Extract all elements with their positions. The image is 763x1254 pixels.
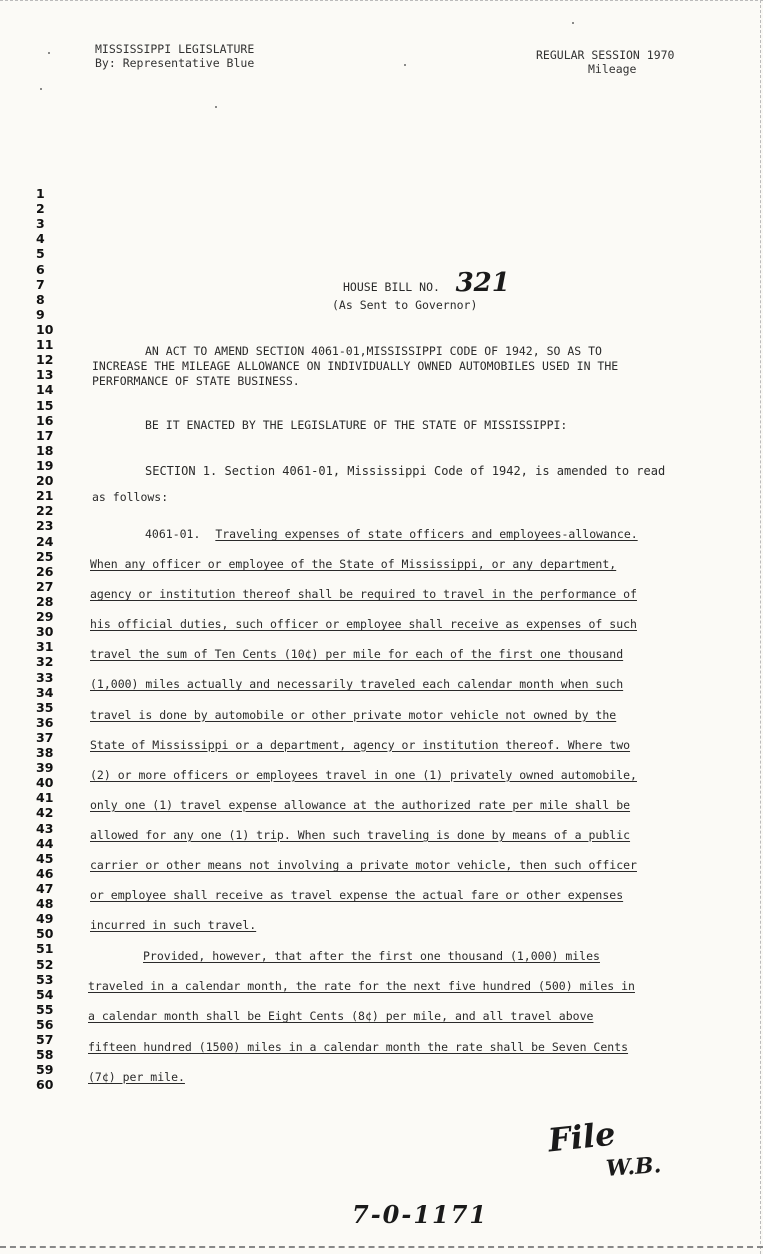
bill-status: (As Sent to Governor) (332, 298, 478, 312)
line-number: 20 (36, 473, 54, 489)
proviso-line: a calendar month shall be Eight Cents (8¢) per mile, and all travel above (88, 1009, 594, 1024)
line-number: 11 (36, 337, 54, 353)
header-left (95, 42, 254, 70)
line-number: 8 (36, 291, 45, 307)
line-number: 45 (36, 850, 54, 866)
bill-label: HOUSE BILL NO. (343, 280, 440, 294)
line-number: 47 (36, 881, 54, 897)
line-number: 22 (36, 503, 54, 519)
line-number: 33 (36, 669, 54, 685)
line-number: 7 (36, 276, 45, 292)
line-number: 44 (36, 835, 54, 851)
line-number: 19 (36, 457, 54, 473)
line-number: 53 (36, 971, 54, 987)
line-number: 4 (36, 231, 45, 247)
code-line: State of Mississippi or a department, agency or institution thereof. Where two (90, 737, 631, 752)
line-number: 27 (36, 578, 54, 594)
line-number: 46 (36, 865, 54, 881)
code-line: travel the sum of Ten Cents (10¢) per mile for each of the first one thousand (90, 647, 624, 662)
line-number: 42 (36, 805, 54, 821)
line-number: 52 (36, 956, 54, 972)
line-number: 60 (36, 1077, 54, 1093)
session-label: REGULAR SESSION 1970 (536, 48, 675, 62)
code-line: carrier or other means not involving a private motor vehicle, then such officer (90, 858, 637, 872)
line-number: 21 (36, 488, 54, 504)
line-number: 34 (36, 684, 54, 700)
line-number: 58 (36, 1047, 54, 1063)
speck (40, 88, 42, 90)
line-number: 18 (36, 442, 54, 458)
line-numbers (36, 186, 58, 1093)
line-number: 51 (36, 941, 54, 957)
speck (572, 22, 574, 24)
line-number: 30 (36, 624, 54, 640)
initials: W.B. (605, 1152, 663, 1182)
line-number: 37 (36, 729, 54, 745)
line-number: 3 (36, 216, 45, 232)
line-number: 1 (36, 186, 45, 201)
line-number: 25 (36, 548, 54, 564)
line-number: 29 (36, 609, 54, 625)
line-number: 17 (36, 427, 54, 443)
speck (48, 52, 50, 54)
act-line-3: PERFORMANCE OF STATE BUSINESS. (92, 374, 300, 388)
line-number: 39 (36, 760, 54, 776)
line-number: 15 (36, 397, 54, 413)
line-number: 10 (36, 321, 54, 337)
line-number: 26 (36, 563, 54, 579)
proviso-line: (7¢) per mile. (88, 1069, 185, 1084)
bill-number: 321 (455, 268, 510, 298)
code-line: travel is done by automobile or other private motor vehicle not owned by the (90, 707, 617, 722)
code-line: or employee shall receive as travel expense the actual fare or other expenses (90, 888, 624, 903)
code-line: his official duties, such officer or employee shall receive as expenses of such (90, 617, 637, 632)
line-number: 40 (36, 775, 54, 791)
line-number: 6 (36, 261, 45, 277)
code-number: 4061-01. (145, 527, 201, 541)
enacting-clause: BE IT ENACTED BY THE LEGISLATURE OF THE STATE OF MISSISSIPPI: (145, 418, 568, 432)
line-number: 12 (36, 352, 54, 368)
file-stamp-number: 7-0-1171 (352, 1200, 489, 1229)
line-number: 41 (36, 790, 54, 806)
speck (404, 64, 406, 66)
code-line: agency or institution thereof shall be required to travel in the performance of (90, 587, 637, 602)
line-number: 43 (36, 820, 54, 836)
speck (215, 106, 217, 108)
line-number: 5 (36, 246, 45, 262)
line-number: 36 (36, 714, 54, 730)
line-number: 50 (36, 926, 54, 942)
line-number: 48 (36, 896, 54, 912)
proviso-line: traveled in a calendar month, the rate for the next five hundred (500) miles in (88, 979, 635, 994)
code-line: (1,000) miles actually and necessarily traveled each calendar month when such (90, 677, 624, 692)
section1-line-1: SECTION 1. Section 4061-01, Mississippi Code of 1942, is amended to read (145, 464, 666, 478)
code-line: only one (1) travel expense allowance at the authorized rate per mile shall be (90, 797, 631, 812)
act-line-1: AN ACT TO AMEND SECTION 4061-01,MISSISSIPPI CODE OF 1942, SO AS TO (145, 344, 602, 358)
line-number: 9 (36, 306, 45, 322)
line-number: 35 (36, 699, 54, 715)
proviso-line: fifteen hundred (1500) miles in a calendar month the rate shall be Seven Cents (88, 1039, 629, 1054)
line-number: 55 (36, 1001, 54, 1017)
bill-title (343, 268, 510, 298)
line-number: 56 (36, 1017, 54, 1033)
proviso-line: Provided, however, that after the first one thousand (1,000) miles (143, 949, 600, 963)
sponsor-label: By: Representative Blue (95, 56, 255, 70)
line-number: 16 (36, 412, 54, 428)
section1-line-2: as follows: (92, 490, 169, 504)
line-number: 32 (36, 654, 54, 670)
header-right (536, 48, 674, 76)
line-number: 59 (36, 1062, 54, 1078)
file-note: File (546, 1114, 618, 1160)
page-top-edge (0, 0, 763, 1)
line-number: 13 (36, 367, 54, 383)
code-line: (2) or more officers or employees travel in one (1) privately owned automobile, (90, 767, 637, 782)
line-number: 24 (36, 533, 54, 549)
code-section-line-1 (145, 527, 638, 541)
line-number: 31 (36, 639, 54, 655)
code-line: allowed for any one (1) trip. When such traveling is done by means of a public (90, 827, 631, 842)
code-heading: Traveling expenses of state officers and employees-allowance. (215, 527, 638, 541)
page-right-edge (760, 0, 761, 1254)
line-number: 49 (36, 911, 54, 927)
line-number: 28 (36, 593, 54, 609)
line-number: 2 (36, 201, 45, 217)
page-bottom-edge (0, 1246, 763, 1248)
code-line: When any officer or employee of the State of Mississippi, or any department, (90, 557, 617, 571)
legislature-label: MISSISSIPPI LEGISLATURE (95, 42, 255, 56)
line-number: 57 (36, 1032, 54, 1048)
act-line-2: INCREASE THE MILEAGE ALLOWANCE ON INDIVIDUALLY OWNED AUTOMOBILES USED IN THE (92, 359, 619, 373)
line-number: 14 (36, 382, 54, 398)
code-line: incurred in such travel. (90, 918, 257, 933)
line-number: 38 (36, 745, 54, 761)
line-number: 54 (36, 986, 54, 1002)
subject-label: Mileage (588, 62, 637, 76)
line-number: 23 (36, 518, 54, 534)
